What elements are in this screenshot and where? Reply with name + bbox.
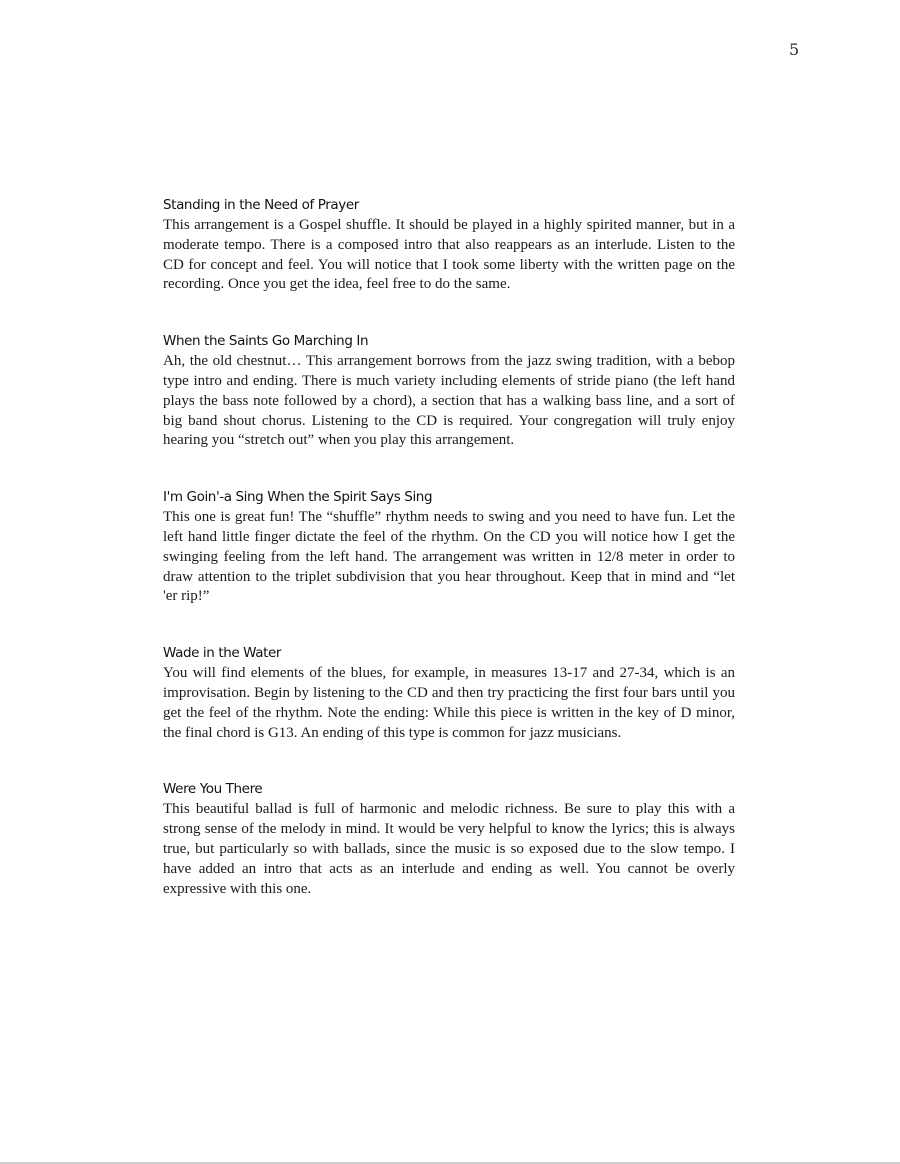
section-body: This one is great fun! The “shuffle” rhythm needs to swing and you need to have fun. Let the left hand little finger dictate the feel of the rhythm. On the CD you will notice how I get the swinging feeling from the left hand. The arrangement was written in 12/8 meter in order to draw attention to the triplet subdivision that you hear throughout. Keep that in mind and “let 'er rip!” bbox=[163, 509, 735, 605]
section-body: Ah, the old chestnut… This arrangement borrows from the jazz swing tradition, with a bebop type intro and ending. There is much variety including elements of stride piano (the left hand plays the bass note followed by a chord), a section that has a walking bass line, and a sort of big band shout chorus. Listening to the CD is required. Your congregation will truly enjoy hearing you “stretch out” when you play this arrangement. bbox=[163, 353, 735, 449]
page-number: 5 bbox=[789, 40, 800, 59]
section-title: Were You There bbox=[163, 781, 263, 798]
section-title: Standing in the Need of Prayer bbox=[163, 197, 359, 213]
section-standing-in-the-need-of-prayer bbox=[163, 196, 735, 295]
section-title: When the Saints Go Marching In bbox=[163, 333, 369, 350]
section-title: I'm Goin'-a Sing When the Spirit Says Sing bbox=[163, 489, 433, 506]
section-when-the-saints-go-marching-in bbox=[163, 332, 735, 451]
page-content bbox=[163, 196, 735, 936]
section-title: Wade in the Water bbox=[163, 645, 282, 662]
section-im-goin-a-sing bbox=[163, 488, 735, 607]
section-body: You will find elements of the blues, for example, in measures 13-17 and 27-34, which is an improvisation. Begin by listening to the CD and then try practicing the first four bars until you get the feel of the rhythm. Note the ending: While this piece is written in the key of D minor, the final chord is G13. An ending of this type is common for jazz musicians. bbox=[163, 665, 735, 741]
section-body: This beautiful ballad is full of harmonic and melodic richness. Be sure to play this with a strong sense of the melody in mind. It would be very helpful to know the lyrics; this is always true, but particularly so with ballads, since the music is so exposed due to the slow tempo. I have added an intro that acts as an interlude and ending as well. You cannot be overly expressive with this one. bbox=[163, 801, 735, 897]
section-wade-in-the-water bbox=[163, 644, 735, 743]
section-body: This arrangement is a Gospel shuffle. It should be played in a highly spirited manner, but in a moderate tempo. There is a composed intro that also reappears as an interlude. Listen to the CD for concept and feel. You will notice that I took some liberty with the written page on the recording. Once you get the idea, feel free to do the same. bbox=[163, 217, 735, 293]
section-were-you-there bbox=[163, 780, 735, 899]
